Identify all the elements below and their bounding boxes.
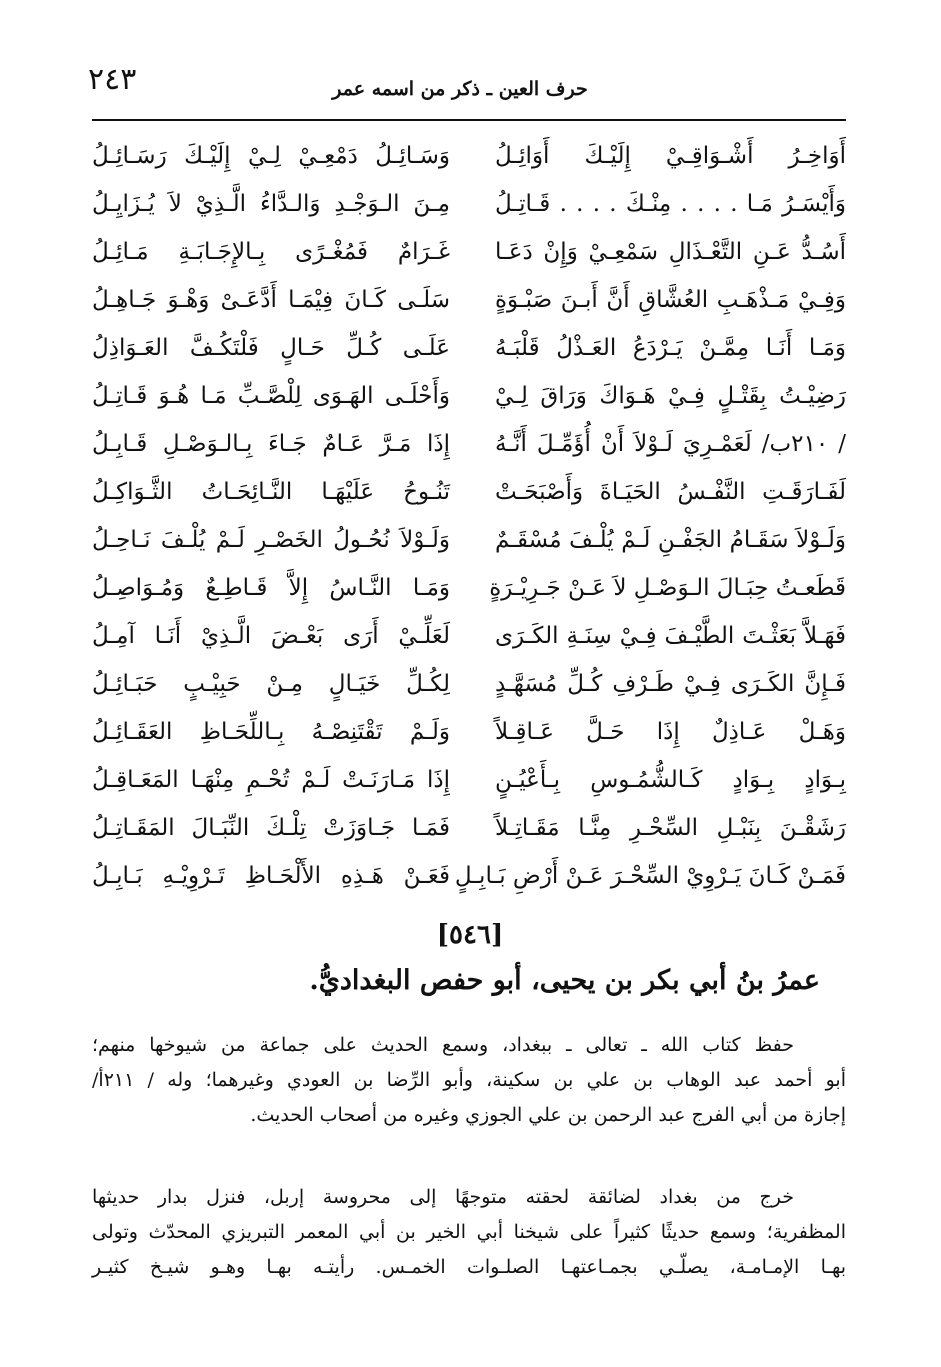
poem xyxy=(92,132,846,902)
verse-right-hemistich: وَأَيْسَـرُ مَـا . . . . مِنْـكَ . . . . قَـاتِـلُ xyxy=(495,191,846,217)
verse-left-hemistich: إِذَا مَـارَنَـتْ لَـمْ تُحْـمِ مِنْهَـا المَعَـاقِـلُ xyxy=(92,767,450,793)
verse-right-hemistich: أَوَاخِـرُ أَشْـوَاقِـيْ إِلَيْـكَ أَوَائِـلُ xyxy=(495,143,846,169)
page-number: ٢٤٣ xyxy=(88,62,137,97)
verse-left-hemistich: غَـرَامٌ فَمُغْـرًى بِـالإِجَـابَـةِ مَـائِـلُ xyxy=(92,239,450,265)
header-rule xyxy=(92,119,846,121)
paragraph-2 xyxy=(92,1180,846,1285)
paragraph-line: حفظ كتاب الله ـ تعالى ـ ببغداد، وسمع الحديث على جماعة من شيوخها منهم؛ xyxy=(92,1034,794,1056)
verse-left-hemistich: إِذَا مَـرَّ عَـامٌ جَـاءَ بِـالـوَصْـلِ قَـابِـلُ xyxy=(92,431,450,457)
paragraph-line: بهـا الإمـامـة، يصلّـي بجمـاعتهـا الصلـوات الخمـس. رأيتـه بهـا وهـو شيـخ كثيـر xyxy=(92,1256,846,1278)
paragraph-line: إجازة من أبي الفرج عبد الرحمن بن علي الجوزي وغيره من أصحاب الحديث. xyxy=(250,1104,846,1126)
verse-left-hemistich: فَعَـنْ هَـذِهِ الأَلْحَـاظِ تَـرْوِيْـهِ بَـابِـلُ xyxy=(92,863,450,889)
verse-right-hemistich: وَهَـلْ عَـاذِلٌ إِذَا حَـلَّ عَـاقِـلاً xyxy=(495,719,846,745)
paragraph-line: أبو أحمد عبد الوهاب بن علي بن سكينة، وأبو الرِّضا بن العودي وغيرهما؛ وله / ٢١١أ/ xyxy=(92,1069,846,1091)
entry-number: [٥٤٦] xyxy=(436,920,504,950)
verse-right-hemistich: لَفَـارَقَـتِ النَّفْـسُ الحَيَـاةَ وَأَصْبَحَـتْ xyxy=(495,479,846,505)
verse-right-hemistich: فَهَـلاَّ بَعَثْـتَ الطَّيْـفَ فِـيْ سِنَـةِ الكَـرَى xyxy=(495,623,846,649)
verse-left-hemistich: تَنُـوحُ عَلَيْهَـا النَّـائِحَـاتُ الثَّـوَاكِـلُ xyxy=(92,479,450,505)
verse-left-hemistich: وَسَـائِـلُ دَمْعِـيْ لِـيْ إِلَيْـكَ رَسَـائِـلُ xyxy=(92,143,450,169)
verse-left-hemistich: وَلَـوْلاَ نُحُـولُ الخَصْـرِ لَـمْ يُلْـفَ نَـاحِـلُ xyxy=(92,527,450,553)
running-head: حرف العين ـ ذكر من اسمه عمر xyxy=(332,78,588,100)
paragraph-line: خرج من بغداد لضائقة لحقته متوجهًا إلى محروسة إربل، فنزل بدار حديثها xyxy=(92,1186,794,1208)
verse-right-hemistich: فَمَـنْ كَـانَ يَـرْوِيْ السِّحْـرَ عَـنْ أَرْضِ بَـابِـلٍ xyxy=(454,863,846,889)
verse-left-hemistich: وَأَحْلَـى الهَـوَى لِلْصَّـبِّ مَـا هُـوَ قَـاتِـلُ xyxy=(92,383,450,409)
verse-right-hemistich: رَشَقْـنَ بِنَبْـلِ السِّحْـرِ مِنَّـا مَقَـاتِـلاً xyxy=(495,815,846,841)
verse-right-hemistich: بِـوَادٍ بِـوَادٍ كَـالشُّمُـوسِ بِـأَعْيُـنٍ xyxy=(495,767,846,793)
verse-right-hemistich: فَـإِنَّ الكَـرَى فِـيْ طَـرْفِ كُـلِّ مُسَهَّـدٍ xyxy=(495,671,846,697)
verse-right-hemistich: وَمَـا أَنَـا مِمَّـنْ يَـرْدَعُ العَـذْلُ قَلْبَـهُ xyxy=(495,335,846,361)
verse-right-hemistich: وَفِـيْ مَـذْهَـبِ العُشَّاقِ أَنَّ أَبـنَ صَبْـوَةٍ xyxy=(495,287,846,313)
verse-left-hemistich: فَمَـا جَـاوَزَتْ تِلْـكَ النِّبَـالَ المَقَـاتِـلُ xyxy=(92,815,450,841)
verse-left-hemistich: مِـنَ الـوَجْـدِ وَالـدَّاءُ الَّـذِيْ لاَ يُـزَايِـلُ xyxy=(92,191,450,217)
verse-left-hemistich: وَلَـمْ تَقْتَنِصْـهُ بِـاللِّحَـاظِ العَقَـائِـلُ xyxy=(92,719,450,745)
verse-left-hemistich: سَلَـى كَـانَ فِيْمَـا أَدَّعَـىْ وَهْـوَ جَـاهِـلُ xyxy=(92,287,450,313)
verse-right-hemistich: أَسُـدُّ عَـنِ التَّعْـذَالِ سَمْعِـيْ وَإِنْ دَعَـا xyxy=(495,239,846,265)
verse-left-hemistich: لَعَلِّـيْ أَرَى بَعْـضَ الَّـذِيْ أَنَـا آمِـلُ xyxy=(92,623,450,649)
verse-left-hemistich: وَمَـا النَّـاسُ إِلاَّ قَـاطِـعٌ وَمُـوَاصِـلُ xyxy=(92,575,450,601)
paragraph-line: المظفرية؛ وسمع حديثًا كثيراً على شيخنا أبي الخير بن أبي المعمر التبريزي المحدّث وتولى xyxy=(92,1221,846,1243)
entry-title: عمرُ بنُ أبي بكر بن يحيى، أبو حفص البغداديُّ. xyxy=(309,965,820,996)
verse-right-hemistich: / ٢١٠ب/ لَعَمْـرِيَ لَـوْلاَ أَنْ أُؤَمِّـلَ أَنَّـهُ xyxy=(495,431,846,457)
verse-right-hemistich: قَطَعـتُ حِبَـالَ الـوَصْـلِ لاَ عَـنْ جَـرِيْـرَةٍ xyxy=(489,575,846,601)
verse-left-hemistich: عَلَـى كُـلِّ حَـالٍ فَلْتَكُـفَّ العَـوَاذِلُ xyxy=(92,335,450,361)
paragraph-1 xyxy=(92,1028,846,1133)
verse-left-hemistich: لِكُـلِّ خَيَـالٍ مِـنْ حَبِيْـبٍ حَبَـائِـلُ xyxy=(92,671,450,697)
verse-right-hemistich: رَضِيْـتُ بِقَتْـلٍ فِـيْ هَـوَاكَ وَرَاقَ لِـيْ xyxy=(495,383,846,409)
verse-right-hemistich: وَلَـوْلاَ سَقَـامُ الجَفْـنِ لَـمْ يُلْـفَ مُسْقَـمٌ xyxy=(495,527,846,553)
